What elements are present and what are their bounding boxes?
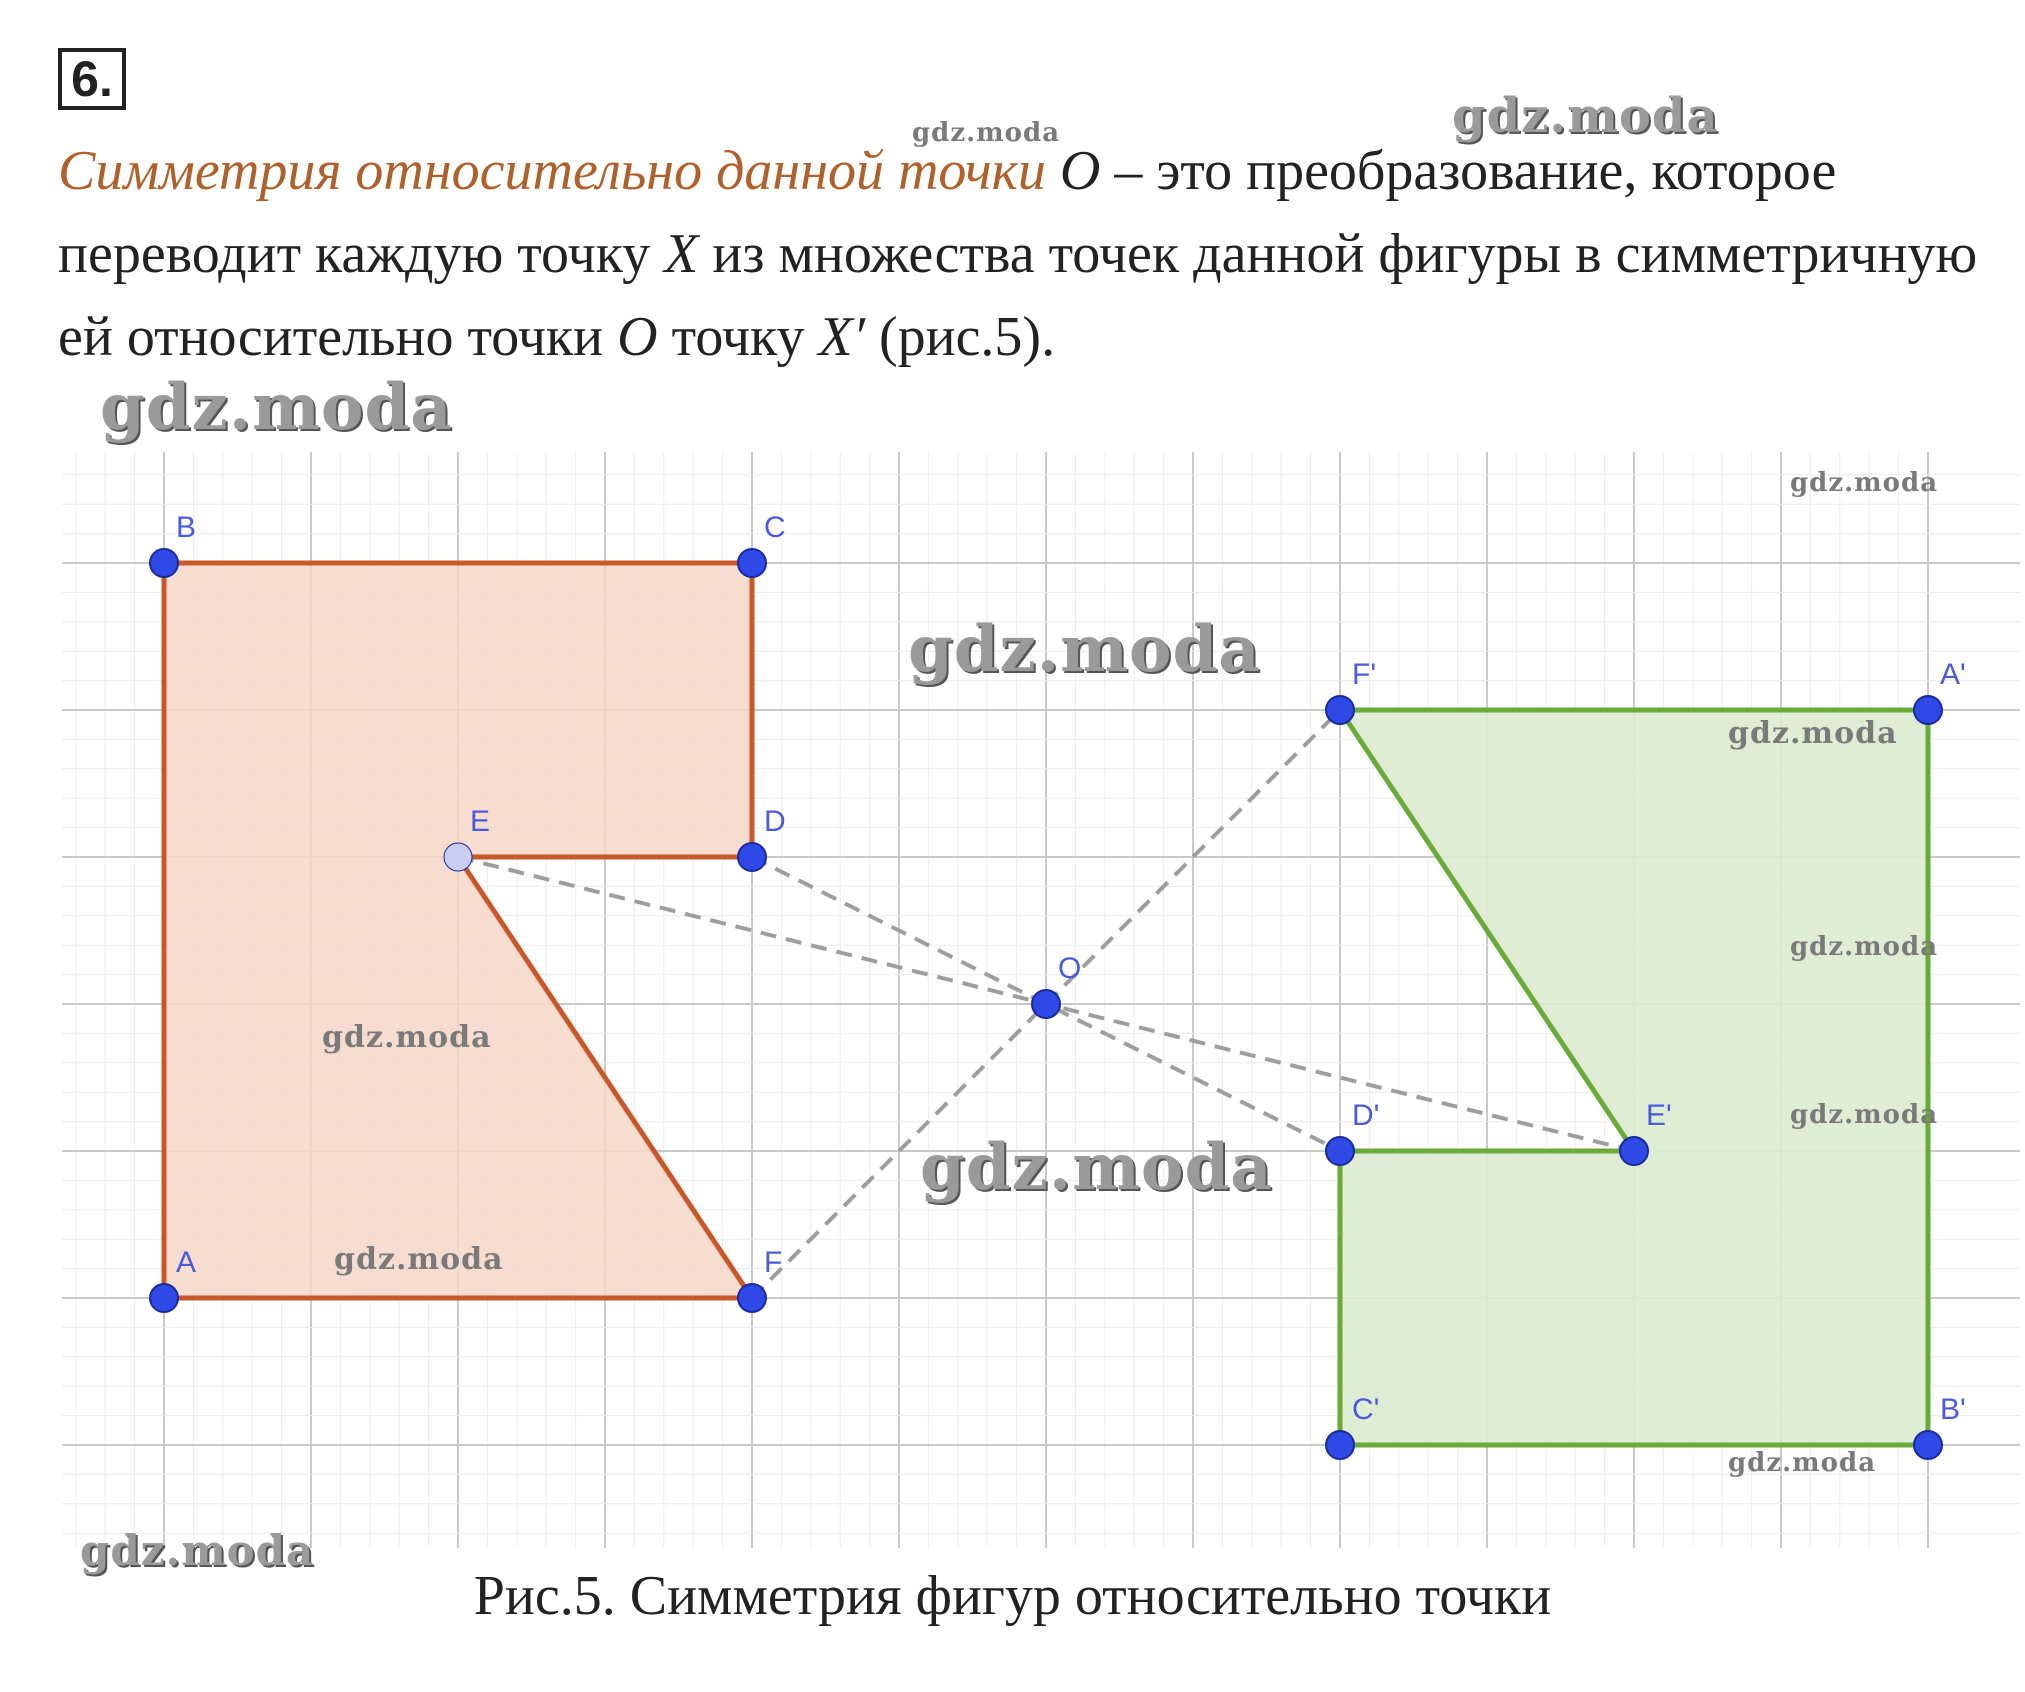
point-marker	[738, 549, 766, 577]
watermark: gdz.moda	[100, 370, 453, 445]
definition-text-1: – это преобразование, которое переводит каждую точку	[58, 140, 1837, 285]
point-label: C	[764, 511, 786, 544]
definition-text-3: точку	[657, 306, 819, 368]
watermark: gdz.moda	[1728, 1448, 1877, 1478]
watermark: gdz.moda	[1728, 716, 1898, 751]
watermark: gdz.moda	[908, 612, 1261, 687]
point-marker	[150, 1284, 178, 1312]
point-o-var: O	[1059, 140, 1101, 202]
point-label: E	[470, 805, 491, 838]
point-marker	[1326, 1431, 1354, 1459]
point-label: B'	[1940, 1393, 1966, 1426]
watermark: gdz.moda	[920, 1130, 1273, 1205]
watermark: gdz.moda	[334, 1242, 504, 1277]
definition-text-2: из множества точек данной фигуры в симметричную ей относительно точки	[58, 223, 1978, 368]
task-number: 6.	[58, 48, 126, 110]
point-marker	[1620, 1137, 1648, 1165]
point-label: B	[176, 511, 197, 544]
point-label: E'	[1646, 1099, 1672, 1132]
point-label: F'	[1352, 658, 1377, 691]
definition-term: Симметрия относительно данной точки	[58, 140, 1046, 202]
point-label: F	[764, 1246, 783, 1279]
point-marker	[738, 843, 766, 871]
watermark: gdz.moda	[1790, 932, 1939, 962]
point-label: D'	[1352, 1099, 1380, 1132]
point-label: C'	[1352, 1393, 1380, 1426]
point-label: D	[764, 805, 786, 838]
watermark: gdz.moda	[1790, 1100, 1939, 1130]
point-marker	[1326, 1137, 1354, 1165]
watermark: gdz.moda	[322, 1020, 492, 1055]
point-x-prime-var: X′	[818, 306, 865, 368]
watermark: gdz.moda	[1790, 468, 1939, 498]
point-marker	[738, 1284, 766, 1312]
point-label: A'	[1940, 658, 1966, 691]
point-marker	[444, 843, 472, 871]
definition-text-4: (рис.5).	[864, 306, 1056, 368]
point-marker	[1032, 990, 1060, 1018]
point-x-var: X	[664, 223, 699, 285]
point-marker	[1914, 1431, 1942, 1459]
watermark: gdz.moda	[912, 118, 1061, 148]
point-marker	[1326, 696, 1354, 724]
point-label: O	[1058, 952, 1082, 985]
watermark: gdz.moda	[1452, 88, 1719, 144]
watermark: gdz.moda	[80, 1526, 315, 1575]
figure-caption: Рис.5. Симметрия фигур относительно точки	[473, 1565, 1552, 1627]
point-label: A	[176, 1246, 197, 1279]
point-marker	[1914, 696, 1942, 724]
point-o-var-2: O	[617, 306, 658, 368]
point-marker	[150, 549, 178, 577]
